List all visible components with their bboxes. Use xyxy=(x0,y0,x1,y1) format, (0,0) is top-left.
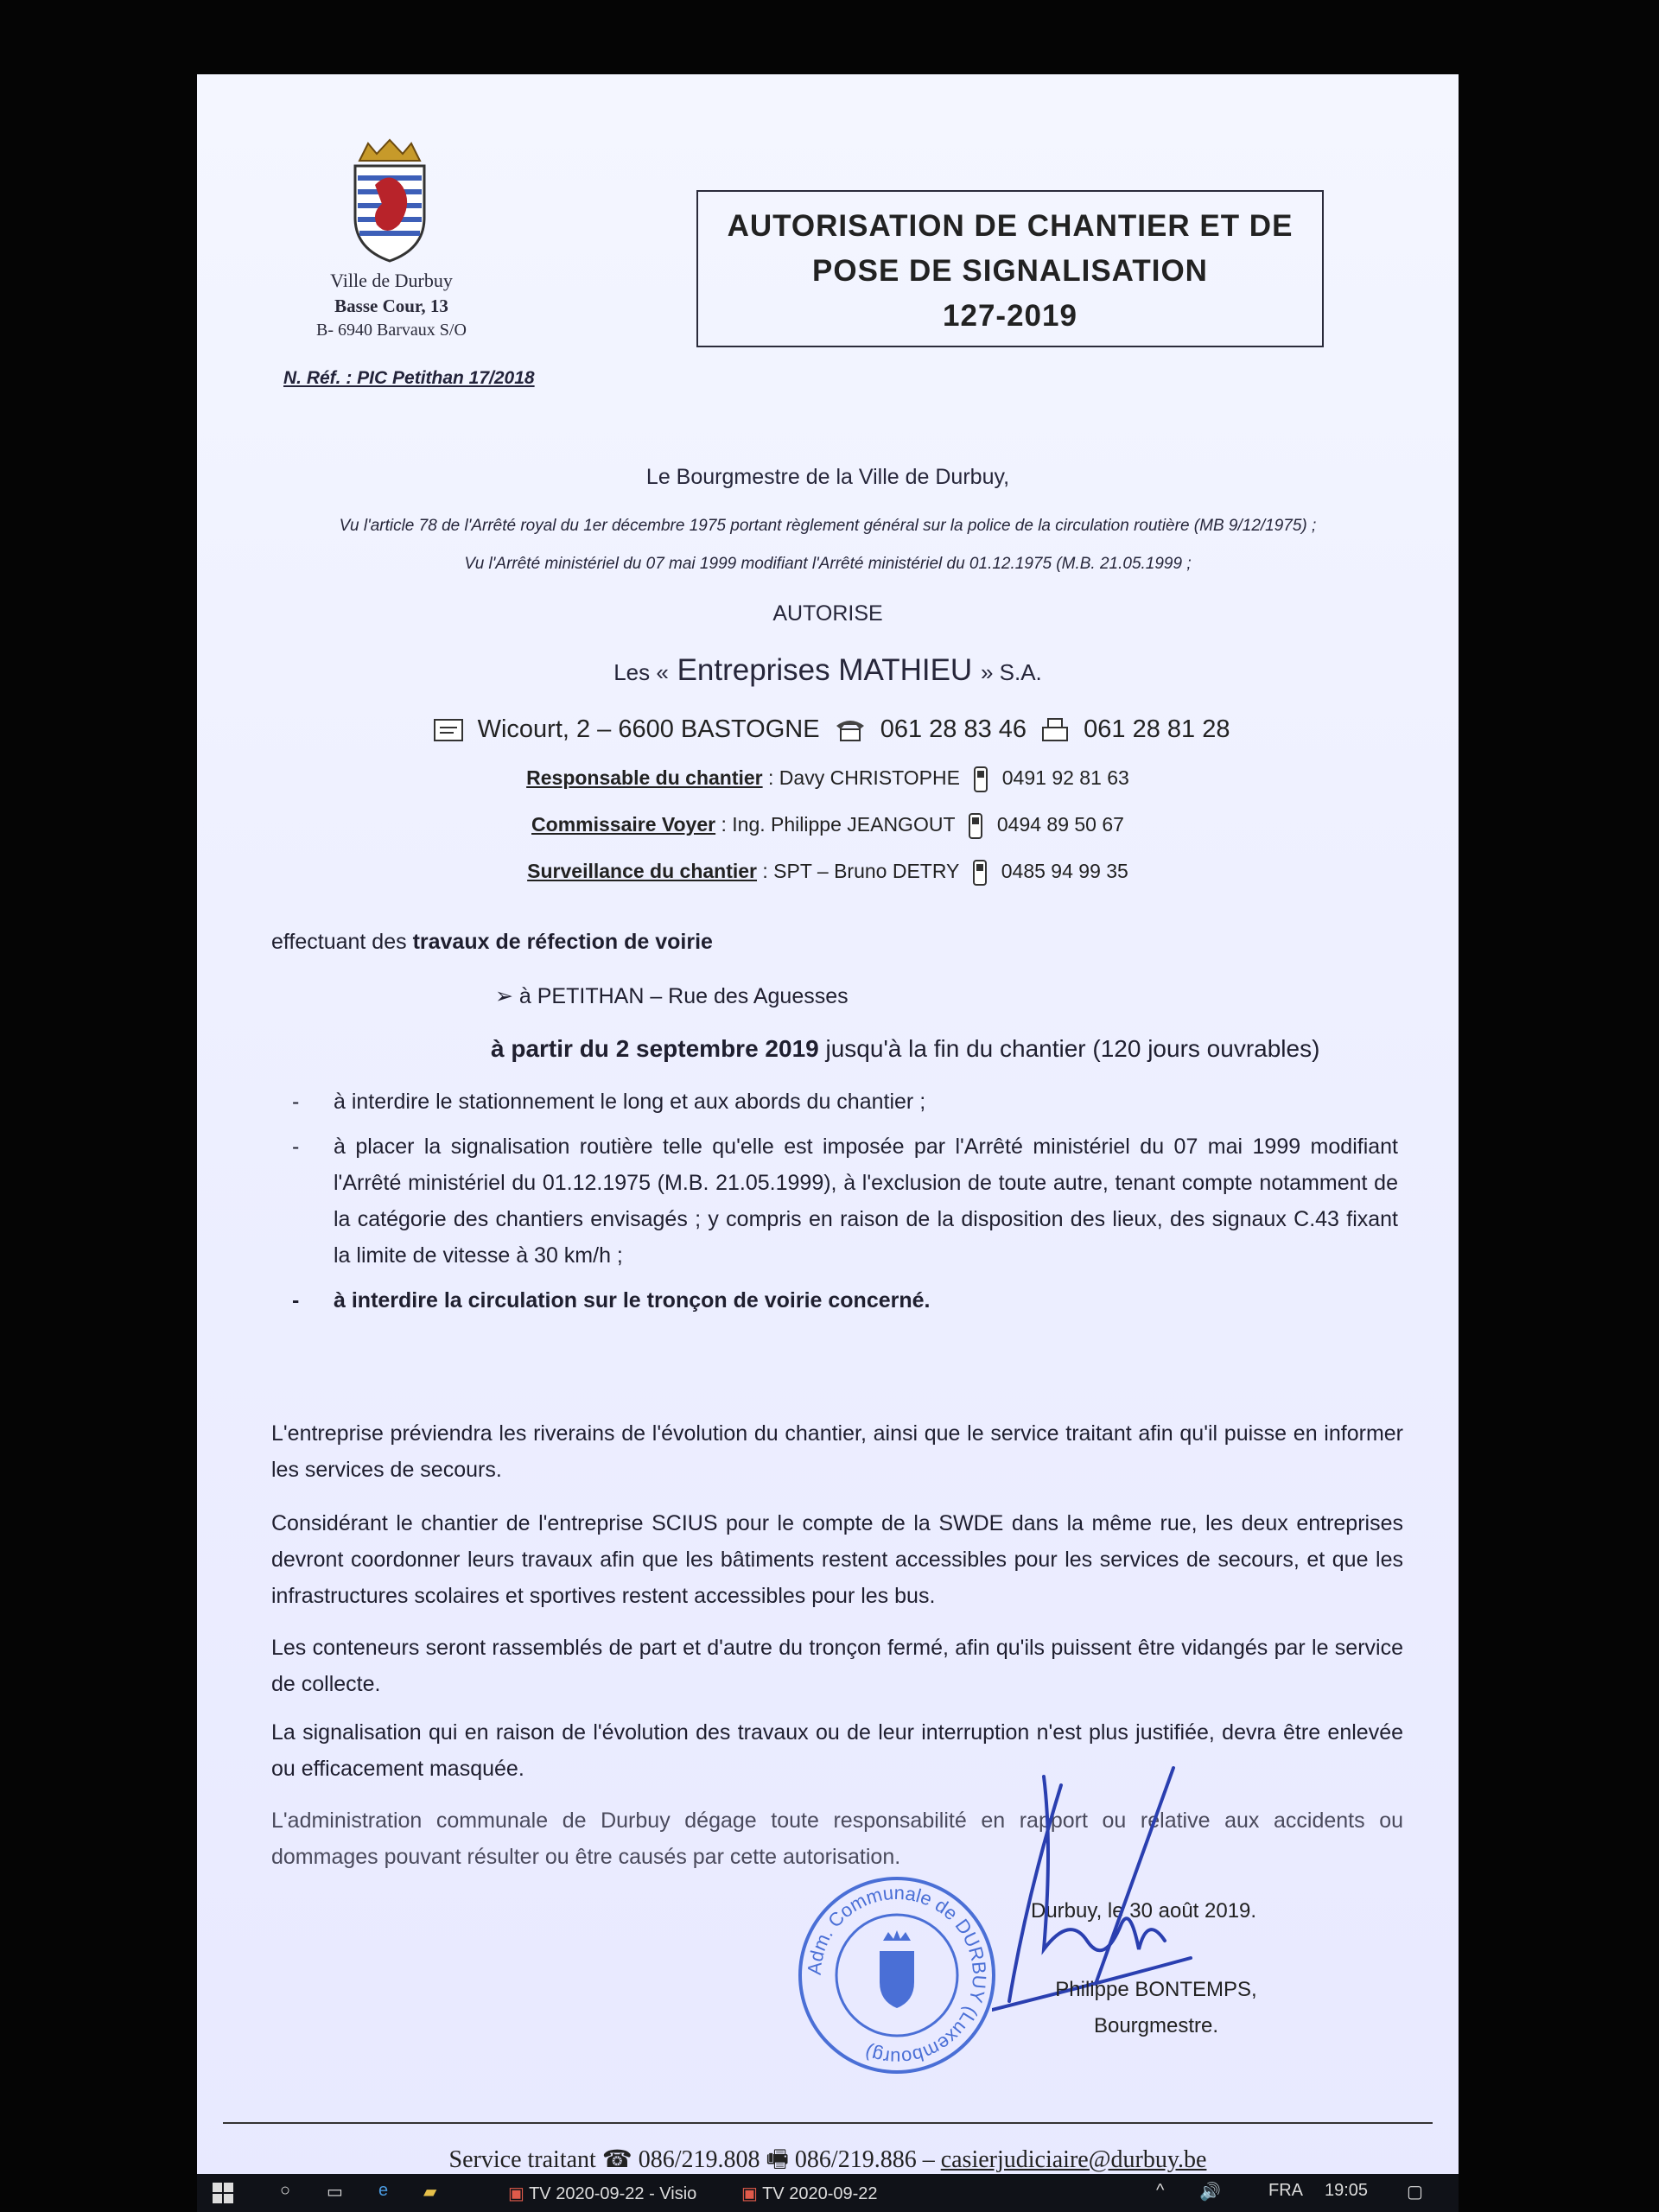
works-description xyxy=(271,930,713,955)
legal-reference-1: Vu l'article 78 de l'Arrêté royal du 1er décembre 1975 portant règlement général sur la police de la circulation routière (MB 9/12/1975) ; xyxy=(339,517,1317,535)
list-item: - à interdire le stationnement le long et aux abords du chantier ; xyxy=(275,1084,1398,1120)
role-label: Commissaire Voyer xyxy=(531,813,716,836)
contact-site-manager xyxy=(197,766,1459,793)
search-icon[interactable]: ○ xyxy=(280,2181,291,2200)
volume-icon[interactable]: 🔊 xyxy=(1199,2183,1221,2202)
stamp-text: Adm. Communale de DURBUY (Luxembourg) xyxy=(803,1881,991,2069)
list-item: - à interdire la circulation sur le tronçon de voirie concerné. xyxy=(275,1282,1398,1319)
authorises-heading: AUTORISE xyxy=(772,601,883,626)
works-lead: effectuant des xyxy=(271,930,413,954)
arrow-bullet-icon: ➢ xyxy=(495,984,519,1008)
official-stamp-icon xyxy=(793,1872,1001,2079)
role-label: Responsable du chantier xyxy=(526,766,763,790)
title-line3: 127-2019 xyxy=(943,299,1077,333)
signatory-title: Bourgmestre. xyxy=(1093,2014,1219,2037)
taskbar xyxy=(197,2174,1459,2212)
task-label: TV 2020-09-22 - Visio xyxy=(529,2184,697,2203)
address-line2: B- 6940 Barvaux S/O xyxy=(316,321,467,340)
notification-icon[interactable]: ▢ xyxy=(1407,2183,1423,2202)
person-phone: 0491 92 81 63 xyxy=(1001,766,1129,790)
fax-icon: 🖷 xyxy=(766,2146,789,2173)
greeting: Le Bourgmestre de la Ville de Durbuy, xyxy=(645,465,1010,489)
works-location xyxy=(495,983,849,1009)
edge-browser-icon[interactable]: e xyxy=(378,2181,389,2200)
paragraph-signage: La signalisation qui en raison de l'évolution des travaux ou de leur interruption n'est plus justifiée, devra être enlevée ou efficacement masquée. xyxy=(271,1720,1403,1781)
paragraph-residents: L'entreprise préviendra les riverains de l'évolution du chantier, ainsi que le service traitant afin qu'il puisse en informer les services de secours. xyxy=(271,1421,1403,1482)
company-phone: 061 28 83 46 xyxy=(880,715,1027,743)
address-line1: Basse Cour, 13 xyxy=(334,296,448,316)
signature-date: Durbuy, le 30 août 2019. xyxy=(1031,1899,1257,1923)
coat-of-arms-icon xyxy=(342,135,437,264)
windows-start-icon[interactable] xyxy=(213,2183,233,2203)
conditions-list xyxy=(275,1084,1398,1327)
start-date: à partir du 2 septembre 2019 xyxy=(491,1035,819,1062)
app-icon: ▣ xyxy=(508,2184,530,2203)
document-title-box xyxy=(696,190,1324,347)
company-address: Wicourt, 2 – 6600 BASTOGNE xyxy=(477,715,820,743)
clock[interactable]: 19:05 xyxy=(1325,2181,1369,2200)
works-type: travaux de réfection de voirie xyxy=(412,930,713,954)
title-line2: POSE DE SIGNALISATION xyxy=(812,254,1208,288)
paragraph-coordination: Considérant le chantier de l'entreprise SCIUS pour le compte de la SWDE dans la même rue, les deux entreprises devront coordonner leurs travaux afin que les bâtiments restent accessibles pour les services de secours, et que les infrastructures scolaires et sportives restent accessibles pour les bus. xyxy=(271,1511,1403,1608)
footer-divider xyxy=(223,2122,1433,2124)
person-name: : Davy CHRISTOPHE xyxy=(762,766,960,790)
paragraph-liability: L'administration communale de Durbuy dégage toute responsabilité en rapport ou relative aux accidents ou dommages pouvant résulter ou être causés par cette autorisation. xyxy=(271,1808,1403,1869)
telephone-icon: ☎ xyxy=(601,2146,632,2173)
works-period xyxy=(491,1035,1319,1063)
letter-icon xyxy=(433,717,464,743)
telephone-icon xyxy=(834,717,867,743)
taskbar-app-visio[interactable] xyxy=(499,2179,705,2209)
location-text: à PETITHAN – Rue des Aguesses xyxy=(518,984,849,1008)
period-rest: jusqu'à la fin du chantier (120 jours ouvrables) xyxy=(818,1035,1320,1062)
screen xyxy=(197,74,1459,2212)
task-label: TV 2020-09-22 xyxy=(762,2184,878,2203)
mobile-phone-icon xyxy=(971,859,988,887)
footer-fax: 086/219.886 – xyxy=(794,2146,935,2173)
company-name: Entreprises MATHIEU xyxy=(677,653,973,687)
app-icon: ▣ xyxy=(741,2184,763,2203)
company-suffix: » S.A. xyxy=(980,659,1042,685)
document-page xyxy=(197,74,1459,2173)
taskbar-app-document[interactable] xyxy=(733,2179,887,2209)
company-fax: 061 28 81 28 xyxy=(1084,715,1230,743)
footer-label: Service traitant xyxy=(448,2146,596,2173)
list-item: - à placer la signalisation routière telle qu'elle est imposée par l'Arrêté ministériel du 07 mai 1999 modifiant l'Arrêté ministériel du 01.12.1975 (M.B. 21.05.1999), à l'exclusion de toute autre, tenant compte notamment de la catégorie des chantiers envisagés ; y compris en raison de la disposition des lieux, des signaux C.43 fixant la limite de vitesse à 30 km/h ; xyxy=(275,1128,1398,1274)
footer-email[interactable]: casierjudiciaire@durbuy.be xyxy=(940,2146,1207,2173)
person-name: : SPT – Bruno DETRY xyxy=(757,860,959,883)
municipality-address xyxy=(292,270,491,340)
file-explorer-icon[interactable]: ▰ xyxy=(423,2183,437,2202)
chevron-up-icon[interactable]: ^ xyxy=(1156,2181,1165,2200)
fax-icon xyxy=(1040,717,1070,743)
reference-number: N. Réf. : PIC Petithan 17/2018 xyxy=(283,368,535,388)
municipality-name: Ville de Durbuy xyxy=(330,270,453,291)
person-phone: 0485 94 99 35 xyxy=(1001,860,1128,883)
contact-site-supervision xyxy=(197,859,1459,887)
company-name-line xyxy=(197,653,1459,688)
company-prefix: Les « xyxy=(613,659,669,685)
person-phone: 0494 89 50 67 xyxy=(996,813,1124,836)
signatory xyxy=(1044,1972,1268,2044)
task-view-icon[interactable]: ▭ xyxy=(327,2183,343,2202)
signatory-name: Philippe BONTEMPS, xyxy=(1055,1978,1257,2001)
mobile-phone-icon xyxy=(972,766,989,793)
title-line1: AUTORISATION DE CHANTIER ET DE xyxy=(727,209,1294,243)
legal-reference-2: Vu l'Arrêté ministériel du 07 mai 1999 modifiant l'Arrêté ministériel du 01.12.1975 (M.B. 21.05.1999 ; xyxy=(464,555,1192,573)
language-indicator[interactable]: FRA xyxy=(1268,2181,1303,2200)
mobile-phone-icon xyxy=(967,812,984,840)
footer-phone: 086/219.808 xyxy=(638,2146,760,2173)
company-contact xyxy=(197,715,1459,744)
person-name: : Ing. Philippe JEANGOUT xyxy=(715,813,956,836)
contact-road-commissioner xyxy=(197,812,1459,840)
paragraph-containers: Les conteneurs seront rassemblés de part et d'autre du tronçon fermé, afin qu'ils puissent être vidangés par le service de collecte. xyxy=(271,1636,1403,1696)
role-label: Surveillance du chantier xyxy=(527,860,758,883)
